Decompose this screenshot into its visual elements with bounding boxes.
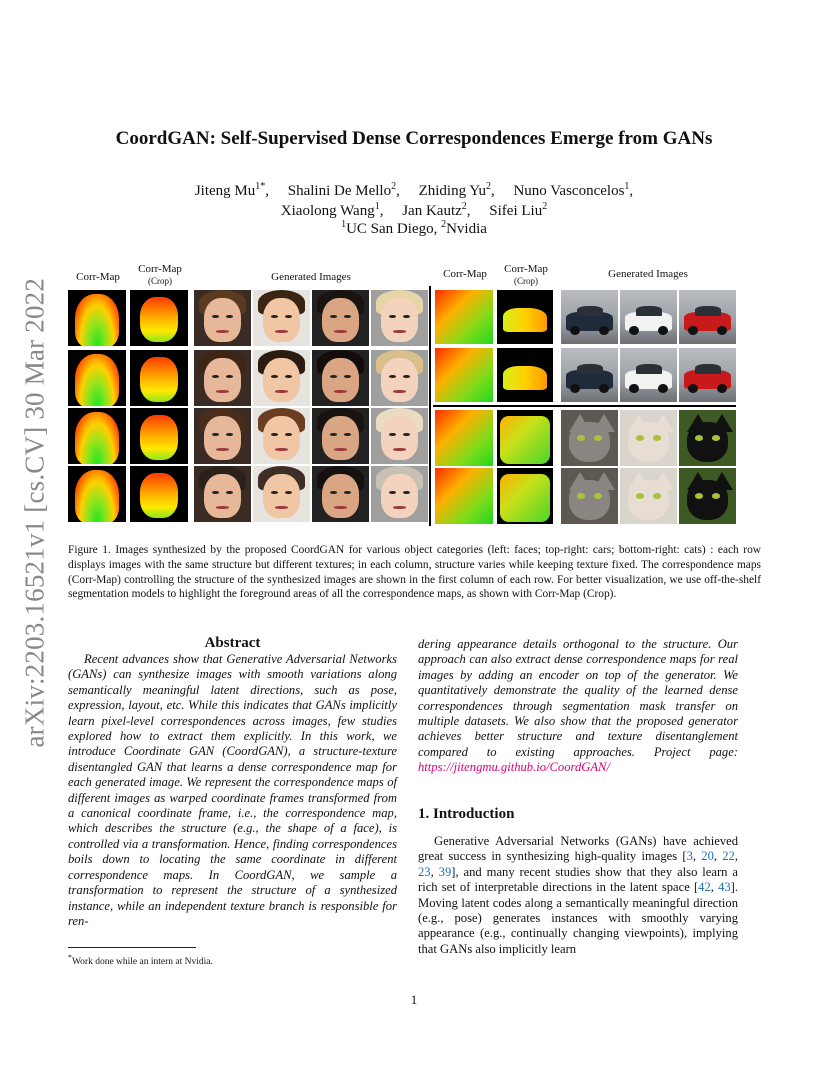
cat-ear-shape (593, 472, 615, 490)
citation-link[interactable]: 23 (418, 864, 431, 879)
eye-shape (271, 315, 278, 318)
generated-face-image (253, 408, 310, 464)
generated-car-image (620, 290, 677, 344)
car-window-shape (577, 306, 603, 316)
face-shape (381, 298, 417, 342)
eye-shape (330, 491, 337, 494)
wheel-shape (658, 326, 668, 336)
generated-face-image (194, 290, 251, 346)
eye-shape (285, 491, 292, 494)
corr-map-crop-face (130, 350, 188, 406)
page-number: 1 (410, 992, 418, 1007)
cat-ear-shape (652, 472, 674, 490)
mouth-shape (334, 330, 348, 333)
corr-map-face (68, 466, 126, 522)
eye-shape (285, 375, 292, 378)
cat-ear-shape (711, 414, 733, 432)
cat-ear-shape (569, 472, 591, 490)
footnote: *Work done while an intern at Nvidia. (68, 953, 213, 968)
face-shape (381, 358, 417, 402)
section-heading-introduction: 1. Introduction (418, 806, 515, 822)
generated-car-image (620, 348, 677, 402)
cat-eye-shape (577, 435, 585, 441)
header-generated-right: Generated Images (608, 268, 688, 280)
generated-face-image (194, 408, 251, 464)
cat-eye-shape (712, 493, 720, 499)
face-shape (204, 474, 240, 518)
mouth-shape (216, 506, 230, 509)
corr-map-gradient (75, 354, 119, 406)
header-generated-left: Generated Images (271, 271, 351, 283)
cat-ear-shape (593, 414, 615, 432)
abstract-text-left (68, 652, 397, 929)
generated-face-image (253, 290, 310, 346)
wheel-shape (688, 384, 698, 394)
generated-face-image (371, 466, 428, 522)
abstract-paragraph-cont: dering appearance details orthogonal to the structure. Our approach can also extract dense correspondence maps for real images by adding an encoder on top of the generator. We quantitatively demonstrate the quality of the learned dense correspondences through segmentation mask transfer on multiple datasets. We also show that the proposed generator achieves better structure and texture disentanglement compared to existing approaches. Project page: (418, 637, 738, 759)
mouth-shape (393, 448, 407, 451)
generated-face-image (253, 350, 310, 406)
generated-car-image (679, 348, 736, 402)
cat-ear-shape (652, 414, 674, 432)
generated-cat-image (561, 468, 618, 524)
generated-car-image (561, 348, 618, 402)
cat-ear-shape (628, 414, 650, 432)
generated-face-image (312, 408, 369, 464)
header-corr-map-crop-right: Corr-Map (Crop) (504, 263, 548, 286)
corr-map-face (68, 408, 126, 464)
eye-shape (344, 491, 351, 494)
generated-cat-image (561, 410, 618, 466)
corr-map-crop-cat (497, 410, 553, 466)
eye-shape (271, 433, 278, 436)
cat-eye-shape (712, 435, 720, 441)
generated-car-image (561, 290, 618, 344)
eye-shape (344, 433, 351, 436)
face-shape (381, 416, 417, 460)
eye-shape (212, 491, 219, 494)
arxiv-stamp: arXiv:2203.16521v1 [cs.CV] 30 Mar 2022 (19, 277, 50, 748)
corr-map-crop-car (497, 290, 553, 344)
mouth-shape (275, 506, 289, 509)
cat-ear-shape (687, 472, 709, 490)
generated-face-image (371, 350, 428, 406)
eye-shape (403, 315, 410, 318)
author-line-1: Jiteng $Mu^{1*}$, Shalini De Mello$^2$, Zhiding Yu$^2$, Nuno Vasconcelos$^1$, (194, 181, 634, 199)
corr-map-crop-gradient (140, 415, 177, 460)
cat-ear-shape (687, 414, 709, 432)
wheel-shape (629, 326, 639, 336)
mouth-shape (275, 330, 289, 333)
cat-eye-shape (695, 493, 703, 499)
wheel-shape (717, 326, 727, 336)
corr-map-crop-car (497, 348, 553, 402)
car-window-shape (636, 306, 662, 316)
eye-shape (285, 433, 292, 436)
citation-link[interactable]: 39 (438, 864, 452, 879)
wheel-shape (688, 326, 698, 336)
eye-shape (403, 375, 410, 378)
mouth-shape (216, 330, 230, 333)
corr-map-crop-face (130, 408, 188, 464)
corr-map-gradient (75, 412, 119, 464)
cat-eye-shape (636, 435, 644, 441)
author-line-2: Xiaolong Wang$^1$, Jan Kautz$^2$, Sifei Liu$^2$ (280, 201, 548, 219)
corr-map-gradient (75, 470, 119, 522)
intro-paragraph: Generative Adversarial Networks (GANs) have achieved great success in synthesizing high-quality images [3, 20, 22, 23, 39], and many recent studies show that they also learn a rich set of interpretable directions in the latent space [42, 43]. Moving latent codes along a semantically meaningful direction (e.g., pose) generates instances with smoothly varying appearance (e.g., continually changing viewpoints), implying that GANs also implicitly learn (418, 834, 738, 956)
eye-shape (226, 315, 233, 318)
author: Jan Kautz$^2$ (402, 201, 467, 219)
figure-1 (0, 0, 828, 530)
citation-link[interactable]: 3 (686, 849, 693, 864)
corr-map-car (435, 290, 493, 344)
mouth-shape (334, 448, 348, 451)
paper-title: CoordGAN: Self-Supervised Dense Correspondences Emerge from GANs (115, 128, 713, 149)
footnote-rule (68, 947, 196, 948)
generated-face-image (371, 290, 428, 346)
header-corr-map-right: Corr-Map (443, 268, 487, 280)
affiliations: $^1$UC San Diego, $^2$Nvidia (341, 219, 487, 237)
generated-cat-image (620, 468, 677, 524)
face-shape (263, 416, 299, 460)
corr-map-face (68, 350, 126, 406)
eye-shape (403, 491, 410, 494)
wheel-shape (658, 384, 668, 394)
eye-shape (226, 491, 233, 494)
corr-map-face (68, 290, 126, 346)
eye-shape (271, 375, 278, 378)
corr-map-cat (435, 410, 493, 466)
face-shape (204, 298, 240, 342)
wheel-shape (570, 384, 580, 394)
mouth-shape (393, 390, 407, 393)
figure-divider (429, 286, 431, 526)
generated-face-image (253, 466, 310, 522)
eye-shape (344, 375, 351, 378)
citation-link[interactable]: 43 (718, 880, 731, 895)
eye-shape (226, 375, 233, 378)
generated-cat-image (679, 410, 736, 466)
cat-eye-shape (594, 435, 602, 441)
face-shape (263, 298, 299, 342)
cat-eye-shape (653, 435, 661, 441)
abstract-heading: Abstract (204, 635, 261, 651)
face-shape (204, 358, 240, 402)
wheel-shape (629, 384, 639, 394)
cat-ear-shape (569, 414, 591, 432)
author: Jiteng $Mu^{1*}$ (194, 181, 266, 199)
mouth-shape (334, 390, 348, 393)
face-shape (322, 358, 358, 402)
face-shape (381, 474, 417, 518)
generated-face-image (312, 466, 369, 522)
car-window-shape (695, 306, 721, 316)
author: Sifei Liu$^2$ (489, 201, 548, 219)
cat-eye-shape (653, 493, 661, 499)
eye-shape (344, 315, 351, 318)
generated-face-image (371, 408, 428, 464)
corr-map-crop-car-shape (503, 366, 548, 390)
figure-caption: Figure 1. Images synthesized by the proposed CoordGAN for various object categories (left: faces; top-right: cars; bottom-right: cats) : each row displays images with the same structure but different textures; in each column, structure varies while keeping texture fixed. The correspondence maps (Corr-Map) controlling the structure of the synthesized images are shown in the first column of each row. For better visualization, we use off-the-shelf segmentation models to highlight the foreground areas of all the correspondence maps, as shown with Corr-Map (Crop). (68, 544, 761, 601)
eye-shape (330, 433, 337, 436)
eye-shape (389, 433, 396, 436)
eye-shape (212, 433, 219, 436)
corr-map-cat (435, 468, 493, 524)
mouth-shape (393, 330, 407, 333)
generated-face-image (194, 350, 251, 406)
wheel-shape (599, 326, 609, 336)
corr-map-crop-car-shape (503, 308, 548, 332)
cat-eye-shape (636, 493, 644, 499)
generated-face-image (194, 466, 251, 522)
corr-map-crop-face (130, 290, 188, 346)
author: Shalini De Mello$^2$ (287, 181, 397, 199)
car-window-shape (577, 364, 603, 374)
eye-shape (212, 375, 219, 378)
mouth-shape (216, 390, 230, 393)
eye-shape (403, 433, 410, 436)
citation-link[interactable]: 20 (701, 849, 714, 864)
wheel-shape (717, 384, 727, 394)
car-window-shape (636, 364, 662, 374)
cat-ear-shape (628, 472, 650, 490)
figure-divider-horizontal (433, 405, 736, 407)
face-shape (322, 298, 358, 342)
cat-eye-shape (695, 435, 703, 441)
citation-link[interactable]: 42 (698, 880, 711, 895)
wheel-shape (570, 326, 580, 336)
header-corr-map-left: Corr-Map (76, 271, 120, 283)
author: Zhiding Yu$^2$ (418, 181, 491, 199)
corr-map-crop-cat-shape (500, 474, 549, 522)
eye-shape (330, 375, 337, 378)
generated-car-image (679, 290, 736, 344)
wheel-shape (599, 384, 609, 394)
author: Xiaolong Wang$^1$ (280, 201, 380, 219)
author: Nuno Vasconcelos$^1$ (513, 181, 630, 199)
face-shape (263, 474, 299, 518)
corr-map-crop-cat-shape (500, 416, 549, 464)
eye-shape (389, 375, 396, 378)
generated-cat-image (679, 468, 736, 524)
cat-eye-shape (594, 493, 602, 499)
eye-shape (389, 315, 396, 318)
corr-map-crop-face (130, 466, 188, 522)
generated-face-image (312, 350, 369, 406)
cat-eye-shape (577, 493, 585, 499)
corr-map-crop-gradient (140, 357, 177, 402)
project-page-link[interactable]: https://jitengmu.github.io/CoordGAN/ (418, 760, 610, 775)
corr-map-crop-gradient (140, 297, 177, 342)
corr-map-crop-gradient (140, 473, 177, 518)
corr-map-crop-cat (497, 468, 553, 524)
eye-shape (271, 491, 278, 494)
mouth-shape (275, 390, 289, 393)
mouth-shape (216, 448, 230, 451)
face-shape (322, 474, 358, 518)
corr-map-car (435, 348, 493, 402)
face-shape (204, 416, 240, 460)
corr-map-gradient (75, 294, 119, 346)
eye-shape (389, 491, 396, 494)
header-corr-map-crop-left: Corr-Map (Crop) (138, 263, 182, 286)
mouth-shape (393, 506, 407, 509)
mouth-shape (334, 506, 348, 509)
face-shape (322, 416, 358, 460)
cat-ear-shape (711, 472, 733, 490)
abstract-paragraph: Recent advances show that Generative Adversarial Networks (GANs) can synthesize images with smooth variations along semantically meaningful latent directions, such as pose, expression, layout, etc. While this indicates that GANs implicitly learn pixel-level correspondences across images, few studies explored how to extract them explicitly. In this work, we introduce Coordinate GAN (CoordGAN), a structure-texture disentangled GAN that learns a dense correspondence map for each generated image. We represent the correspondence maps of different images as warped coordinate frames transformed from a canonical coordinate frame, i.e., the correspondence map, which describes the structure (e.g., the shape of a face), is controlled via a transformation. Hence, finding correspondences boils down to locating the same coordinate in different correspondence maps. In CoordGAN, we sample a transformation to represent the structure of a synthesized instance, while an independent texture branch is responsible for ren- (68, 652, 397, 928)
mouth-shape (275, 448, 289, 451)
eye-shape (212, 315, 219, 318)
citation-link[interactable]: 22 (722, 849, 735, 864)
generated-cat-image (620, 410, 677, 466)
eye-shape (285, 315, 292, 318)
generated-face-image (312, 290, 369, 346)
eye-shape (330, 315, 337, 318)
car-window-shape (695, 364, 721, 374)
abstract-text-right (418, 637, 738, 776)
face-shape (263, 358, 299, 402)
eye-shape (226, 433, 233, 436)
